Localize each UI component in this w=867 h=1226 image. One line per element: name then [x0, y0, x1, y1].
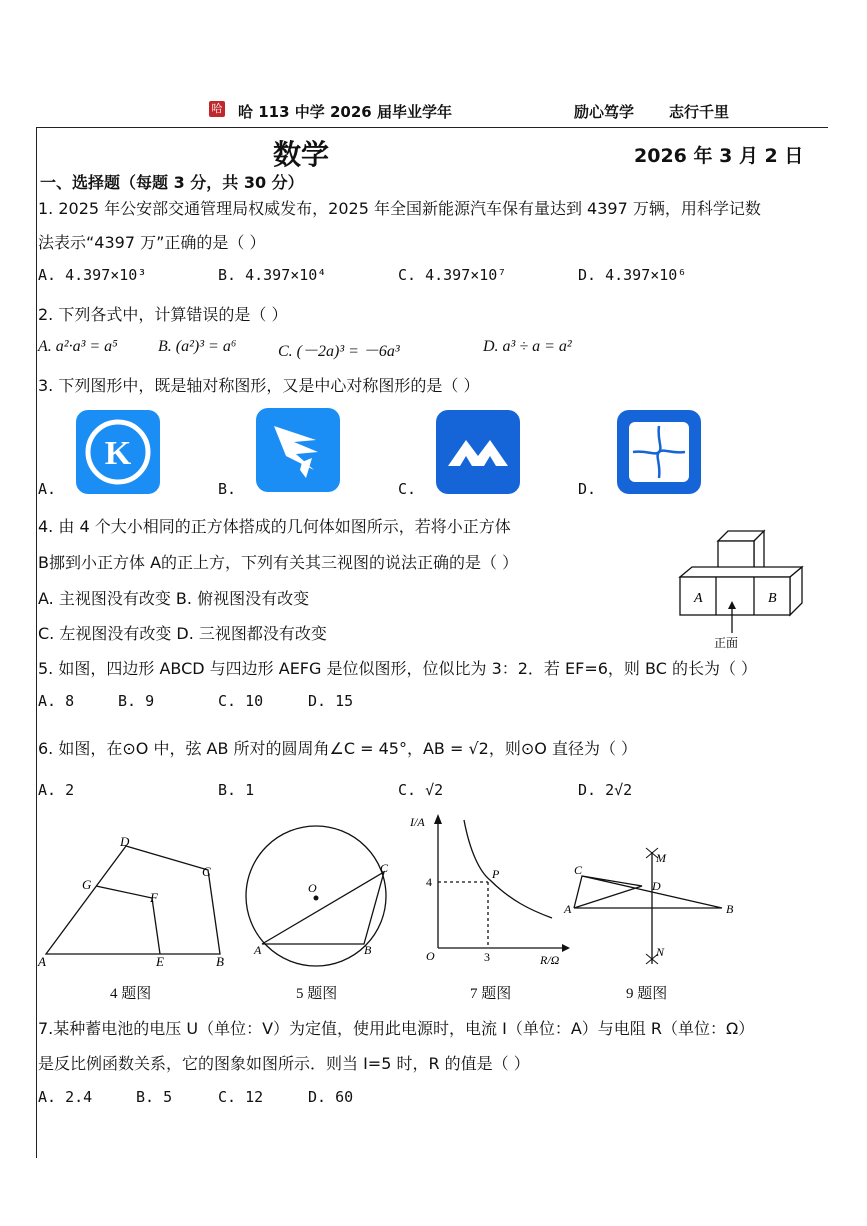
fig7-caption: 7 题图: [470, 986, 512, 1002]
fig4-label-d: D: [120, 834, 130, 849]
fig7-tick-4: 4: [426, 875, 432, 889]
fig7-tick-3: 3: [484, 950, 490, 964]
q7-option-d: D. 60: [308, 1088, 354, 1106]
q7-option-b: B. 5: [136, 1088, 173, 1106]
q7-option-c: C. 12: [218, 1088, 264, 1106]
q5-stem: 5. 如图，四边形 ABCD 与四边形 AEFG 是位似图形，位似比为 3：2．若 EF=6，则 BC 的长为（ ）: [38, 659, 758, 678]
fig5-label-a: A: [254, 943, 262, 957]
q5-option-b: B. 9: [118, 692, 155, 710]
fig9-label-b: B: [726, 902, 734, 916]
fig4-label-f: F: [150, 890, 158, 905]
fig7-xlabel: R/Ω: [540, 953, 560, 967]
q5-option-a: A. 8: [38, 692, 75, 710]
margin-line: [36, 128, 37, 1158]
wing-bolt-icon: [256, 408, 340, 492]
fig7-ylabel: I/A: [410, 815, 425, 829]
fig9-label-c: C: [574, 863, 583, 877]
q1-line2: 法表示“4397 万”正确的是（ ）: [38, 233, 266, 252]
q2-option-b: B. (a²)³ = a⁶: [158, 338, 237, 355]
q6-option-c: C. √2: [398, 781, 444, 799]
fig4-label-b: B: [216, 954, 224, 969]
q4-cube-figure: [670, 525, 810, 653]
fig4-caption: 4 题图: [110, 986, 152, 1002]
q3-option-a: A.: [38, 480, 57, 498]
page-title: 数学: [273, 138, 330, 171]
q2-stem: 2. 下列各式中，计算错误的是（ ）: [38, 305, 288, 324]
cube-label-a: A: [694, 591, 703, 606]
fig5-caption: 5 题图: [296, 986, 338, 1002]
q7-line2: 是反比例函数关系，它的图象如图所示．则当 I=5 时，R 的值是（ ）: [38, 1054, 530, 1073]
q4-options-cd: C. 左视图没有改变 D. 三视图都没有改变: [38, 624, 327, 643]
q7-line1: 7.某种蓄电池的电压 U（单位：V）为定值，使用此电源时，电流 I（单位：A）与电阻 R（单位：Ω）: [38, 1019, 755, 1038]
q1-option-c: C. 4.397×10⁷: [398, 266, 507, 284]
q1-line1: 1. 2025 年公安部交通管理局权威发布，2025 年全国新能源汽车保有量达到 4397 万辆，用科学记数: [38, 199, 761, 218]
pinwheel-square-icon: [617, 410, 701, 494]
q5-option-d: D. 15: [308, 692, 354, 710]
fig9-caption: 9 题图: [626, 986, 668, 1002]
q6-stem: 6. 如图，在⊙O 中，弦 AB 所对的圆周角∠C = 45°，AB = √2，则⊙O 直径为（ ）: [38, 739, 638, 758]
motto-2: 志行千里: [669, 103, 730, 121]
q2-option-d: D. a³ ÷ a = a²: [483, 338, 572, 355]
cube-front-label: 正面: [714, 636, 739, 650]
q5-option-c: C. 10: [218, 692, 264, 710]
fig9-label-m: M: [656, 851, 666, 865]
mountain-m-icon: [436, 410, 520, 494]
header-rule: [36, 127, 828, 128]
fig4-label-a: A: [38, 954, 46, 969]
q2-option-c: C. (－2a)³ = －6a³: [278, 343, 400, 360]
fig9-triangle: [560, 846, 750, 970]
q4-options-ab: A. 主视图没有改变 B. 俯视图没有改变: [38, 589, 310, 608]
section-heading: 一、选择题（每题 3 分，共 30 分）: [40, 173, 304, 192]
fig4-label-c: C: [202, 864, 211, 879]
q3-option-c: C.: [398, 480, 417, 498]
q1-option-a: A. 4.397×10³: [38, 266, 147, 284]
q4-line2: B挪到小正方体 A的正上方，下列有关其三视图的说法正确的是（ ）: [38, 553, 519, 572]
school-logo: 哈: [209, 101, 225, 117]
fig7-origin: O: [426, 949, 435, 963]
fig5-label-o: O: [308, 881, 317, 895]
fig5-circle: [240, 822, 400, 972]
q4-line1: 4. 由 4 个大小相同的正方体搭成的几何体如图所示，若将小正方体: [38, 517, 511, 536]
fig7-label-p: P: [492, 867, 500, 881]
cube-label-b: B: [768, 591, 777, 606]
q6-option-b: B. 1: [218, 781, 255, 799]
fig9-label-n: N: [656, 945, 665, 959]
q1-option-d: D. 4.397×10⁶: [578, 266, 687, 284]
fig7-inverse-graph: [404, 812, 572, 972]
fig4-label-g: G: [82, 877, 92, 892]
q1-option-b: B. 4.397×10⁴: [218, 266, 327, 284]
fig4-label-e: E: [156, 954, 164, 969]
q7-option-a: A. 2.4: [38, 1088, 93, 1106]
fig9-label-d: D: [652, 879, 661, 893]
q6-option-d: D. 2√2: [578, 781, 633, 799]
q3-option-d: D.: [578, 480, 597, 498]
fig5-label-b: B: [364, 943, 372, 957]
fig9-label-a: A: [564, 902, 572, 916]
exam-date: 2026 年 3 月 2 日: [634, 145, 804, 167]
q3-stem: 3. 下列图形中，既是轴对称图形，又是中心对称图形的是（ ）: [38, 376, 480, 395]
kugou-k-icon: [76, 410, 160, 494]
icon-k-letter: K: [104, 435, 132, 472]
q2-option-a: A. a²·a³ = a⁵: [38, 338, 118, 355]
q3-option-b: B.: [218, 480, 237, 498]
motto-1: 励心笃学: [574, 103, 635, 121]
fig5-label-c: C: [380, 861, 389, 875]
fig4-quadrilateral: [36, 832, 236, 972]
school-name: 哈 113 中学 2026 届毕业学年: [238, 103, 452, 121]
q6-option-a: A. 2: [38, 781, 75, 799]
